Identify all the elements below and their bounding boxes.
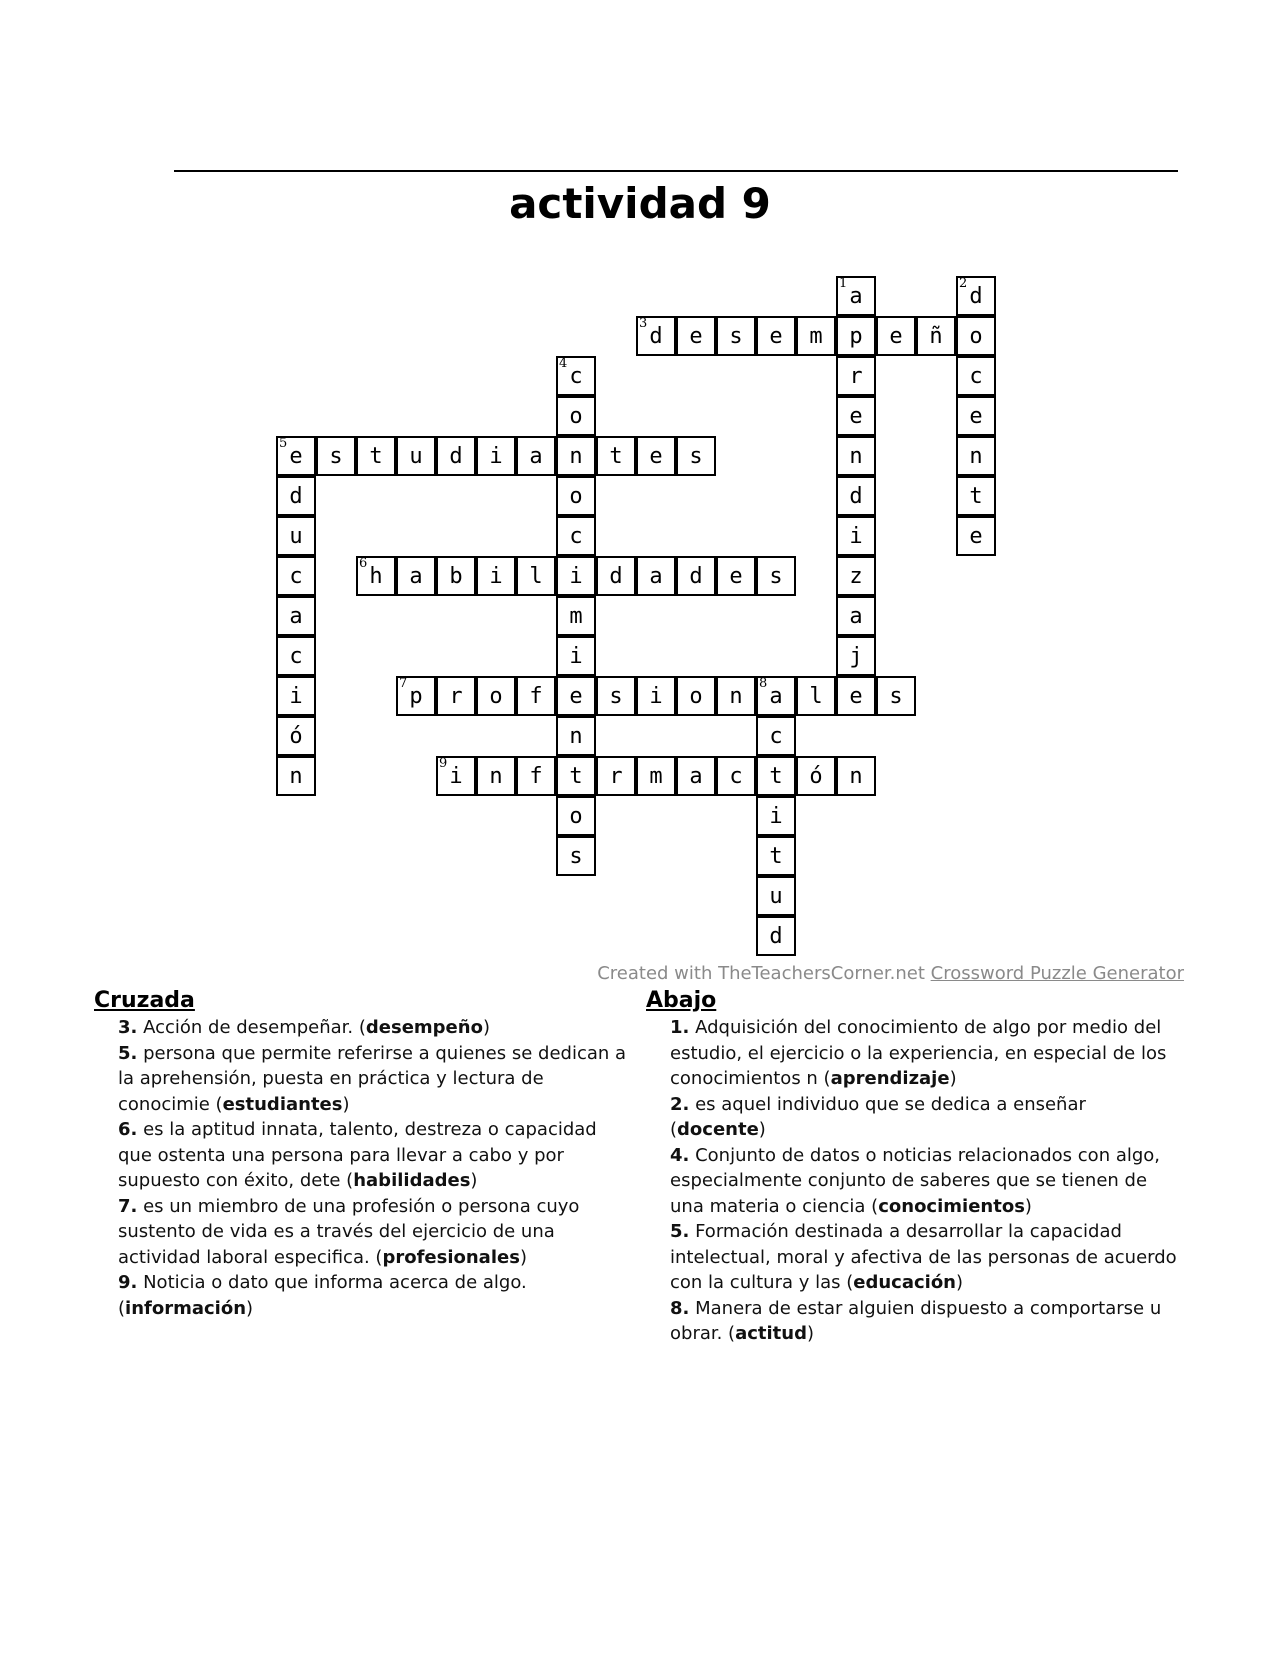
clue-number: 3.: [118, 1017, 138, 1038]
clue-number: 4: [559, 356, 568, 371]
crossword-letter: a: [529, 443, 543, 469]
crossword-cell: [476, 436, 516, 476]
clue-close: ): [956, 1272, 964, 1293]
crossword-cell: [956, 476, 996, 516]
crossword-letter: i: [849, 523, 863, 549]
crossword-letter: e: [729, 563, 743, 589]
crossword-letter: d: [609, 563, 623, 589]
crossword-cell: [716, 316, 756, 356]
crossword-cell: [516, 436, 556, 476]
crossword-letter: c: [769, 723, 783, 749]
crossword-cell: [396, 556, 436, 596]
crossword-letter: m: [809, 323, 823, 349]
clue-text: es aquel individuo que se dedica a enseñar (: [670, 1093, 1086, 1140]
clue-number: 6.: [118, 1119, 138, 1140]
crossword-letter: m: [569, 603, 583, 629]
crossword-cell: [276, 556, 316, 596]
crossword-letter: f: [529, 683, 543, 709]
crossword-letter: l: [809, 683, 823, 709]
clue-number: 5: [279, 436, 288, 451]
crossword-letter: t: [609, 443, 623, 469]
crossword-letter: ó: [289, 723, 303, 749]
clue-number: 5.: [670, 1221, 690, 1242]
page-title: actividad 9: [509, 179, 771, 228]
clue-answer: actitud: [735, 1323, 807, 1344]
crossword-letter: i: [569, 563, 583, 589]
crossword-cell: [876, 676, 916, 716]
crossword-letter: r: [449, 683, 463, 709]
clue-number: 4.: [670, 1144, 690, 1166]
crossword-cell: [676, 756, 716, 796]
clue-close: ): [470, 1170, 478, 1191]
crossword-letter: o: [969, 323, 983, 349]
crossword-cell: [556, 516, 596, 556]
crossword-letter: c: [569, 363, 583, 389]
crossword-cell: [716, 676, 756, 716]
crossword-cell: [436, 676, 476, 716]
crossword-cell: [356, 436, 396, 476]
crossword-letter: i: [569, 643, 583, 669]
crossword-letter: a: [689, 763, 703, 789]
crossword-cell: [956, 276, 996, 316]
crossword-cell: [556, 556, 596, 596]
crossword-letter: e: [689, 323, 703, 349]
crossword-cell: [436, 556, 476, 596]
down-heading: Abajo: [646, 988, 717, 1013]
across-clue: [118, 1270, 634, 1321]
crossword-cell: [956, 316, 996, 356]
crossword-cell: [836, 676, 876, 716]
crossword-cell: [796, 316, 836, 356]
crossword-cell: [476, 676, 516, 716]
crossword-cell: [716, 756, 756, 796]
crossword-cell: [636, 436, 676, 476]
clue-answer: desempeño: [365, 1017, 483, 1038]
crossword-letter: s: [889, 683, 903, 709]
crossword-cell: [516, 676, 556, 716]
crossword-cell: [836, 596, 876, 636]
crossword-cell: [476, 756, 516, 796]
crossword-cell: [556, 676, 596, 716]
crossword-cell: [396, 436, 436, 476]
crossword-letter: l: [529, 563, 543, 589]
crossword-cell: [756, 876, 796, 916]
clue-text: persona que permite referirse a quienes se dedican a la aprehensión, puesta en práctica y lectura de conocimie (: [118, 1042, 627, 1115]
crossword-cell: [956, 516, 996, 556]
crossword-cell: [676, 436, 716, 476]
down-clue: [670, 1015, 1186, 1092]
crossword-letter: d: [689, 563, 703, 589]
crossword-letter: s: [689, 443, 703, 469]
crossword-letter: u: [769, 883, 783, 909]
crossword-cell: [556, 356, 596, 396]
clue-answer: información: [125, 1297, 247, 1319]
clue-answer: educación: [853, 1272, 956, 1293]
crossword-letter: e: [969, 403, 983, 429]
crossword-cell: [836, 316, 876, 356]
crossword-cell: [756, 316, 796, 356]
down-clue: [670, 1296, 1186, 1347]
crossword-letter: b: [449, 563, 463, 589]
crossword-letter: p: [409, 683, 423, 709]
crossword-cell: [276, 716, 316, 756]
crossword-cell: [876, 316, 916, 356]
across-clue: [118, 1041, 634, 1118]
crossword-letter: o: [569, 403, 583, 429]
clue-text: es la aptitud innata, talento, destreza o capacidad que ostenta una persona para llevar a cabo y por supuesto con éxito, dete (: [118, 1119, 597, 1191]
crossword-cell: [436, 756, 476, 796]
crossword-letter: e: [649, 443, 663, 469]
crossword-letter: a: [849, 603, 863, 629]
crossword-cell: [836, 476, 876, 516]
clue-answer: conocimientos: [878, 1195, 1025, 1217]
clue-number: 2.: [670, 1093, 690, 1115]
crossword-cell: [556, 596, 596, 636]
clue-close: ): [1024, 1195, 1032, 1217]
clue-text: es un miembro de una profesión o persona cuyo sustento de vida es a través del ejercicio de una actividad laboral especifica. (: [118, 1195, 580, 1268]
crossword-cell: [556, 836, 596, 876]
down-clue: [670, 1092, 1186, 1143]
crossword-letter: o: [489, 683, 503, 709]
across-clue-list: [94, 1015, 634, 1321]
crossword-letter: t: [969, 483, 983, 509]
crossword-letter: j: [849, 643, 863, 669]
crossword-letter: e: [849, 683, 863, 709]
crossword-cell: [636, 756, 676, 796]
crossword-cell: [956, 356, 996, 396]
crossword-cell: [276, 436, 316, 476]
crossword-letter: d: [449, 443, 463, 469]
crossword-cell: [756, 556, 796, 596]
crossword-letter: h: [369, 563, 383, 589]
crossword-cell: [756, 676, 796, 716]
crossword-letter: n: [569, 723, 583, 749]
down-clue-list: [646, 1015, 1186, 1347]
clue-number: 5.: [118, 1042, 138, 1064]
crossword-cell: [676, 676, 716, 716]
crossword-cell: [556, 756, 596, 796]
clue-text: Formación destinada a desarrollar la capacidad intelectual, moral y afectiva de las personas de acuerdo con la cultura y las (: [670, 1221, 1177, 1293]
crossword-cell: [836, 356, 876, 396]
crossword-cell: [596, 756, 636, 796]
crossword-letter: n: [489, 763, 503, 789]
crossword-letter: i: [649, 683, 663, 709]
crossword-cell: [556, 636, 596, 676]
clue-close: ): [807, 1323, 815, 1344]
crossword-cell: [276, 756, 316, 796]
crossword-cell: [836, 516, 876, 556]
clue-number: 8.: [670, 1297, 690, 1319]
crossword-cell: [836, 396, 876, 436]
clue-number: 1.: [670, 1017, 690, 1038]
crossword-letter: i: [489, 443, 503, 469]
clue-number: 9.: [118, 1272, 138, 1293]
crossword-cell: [836, 556, 876, 596]
crossword-cell: [796, 676, 836, 716]
crossword-letter: e: [569, 683, 583, 709]
crossword-cell: [276, 596, 316, 636]
crossword-letter: e: [849, 403, 863, 429]
crossword-cell: [516, 556, 556, 596]
crossword-cell: [436, 436, 476, 476]
crossword-letter: ñ: [929, 323, 943, 349]
crossword-cell: [676, 556, 716, 596]
crossword-cell: [756, 756, 796, 796]
down-clues: [646, 987, 1186, 1347]
clue-number: 2: [959, 276, 968, 291]
crossword-letter: r: [849, 363, 863, 389]
crossword-cell: [556, 436, 596, 476]
crossword-cell: [276, 636, 316, 676]
crossword-cell: [756, 716, 796, 756]
crossword-letter: e: [289, 443, 303, 469]
crossword-cell: [756, 836, 796, 876]
crossword-letter: n: [569, 443, 583, 469]
crossword-cell: [476, 556, 516, 596]
across-clues: [94, 987, 634, 1321]
crossword-cell: [556, 476, 596, 516]
clue-close: ): [758, 1119, 766, 1140]
clue-text: Conjunto de datos o noticias relacionados con algo, especialmente conjunto de saberes que se tienen de una materia o ciencia (: [670, 1144, 1161, 1217]
crossword-cell: [356, 556, 396, 596]
across-clue: [118, 1194, 634, 1271]
crossword-cell: [276, 676, 316, 716]
crossword-letter: m: [649, 763, 663, 789]
crossword-letter: c: [569, 523, 583, 549]
crossword-letter: r: [609, 763, 623, 789]
crossword-letter: n: [289, 763, 303, 789]
crossword-cell: [396, 676, 436, 716]
across-heading: Cruzada: [94, 988, 195, 1013]
crossword-letter: c: [289, 563, 303, 589]
clue-text: Manera de estar alguien dispuesto a comportarse u obrar. (: [670, 1297, 1162, 1344]
crossword-cell: [316, 436, 356, 476]
clue-close: ): [342, 1093, 350, 1115]
crossword-cell: [276, 516, 316, 556]
clue-close: ): [482, 1017, 490, 1038]
crossword-letter: e: [769, 323, 783, 349]
crossword-cell: [636, 676, 676, 716]
crossword-letter: t: [569, 763, 583, 789]
crossword-letter: c: [729, 763, 743, 789]
crossword-letter: i: [289, 683, 303, 709]
crossword-cell: [716, 556, 756, 596]
crossword-letter: t: [769, 763, 783, 789]
clue-text: Acción de desempeñar. (: [137, 1017, 366, 1038]
crossword-letter: s: [329, 443, 343, 469]
crossword-cell: [756, 796, 796, 836]
clue-answer: habilidades: [353, 1170, 471, 1191]
crossword-letter: u: [409, 443, 423, 469]
crossword-letter: n: [849, 443, 863, 469]
crossword-cell: [516, 756, 556, 796]
crossword-letter: s: [729, 323, 743, 349]
crossword-cell: [596, 556, 636, 596]
crossword-cell: [756, 916, 796, 956]
crossword-letter: s: [769, 563, 783, 589]
across-clue: [118, 1117, 634, 1194]
credit-line: [597, 963, 1184, 984]
crossword-letter: a: [409, 563, 423, 589]
crossword-letter: a: [649, 563, 663, 589]
crossword-letter: a: [769, 683, 783, 709]
crossword-letter: f: [529, 763, 543, 789]
clue-answer: docente: [677, 1119, 759, 1140]
crossword-letter: n: [849, 763, 863, 789]
crossword-letter: o: [569, 803, 583, 829]
crossword-cell: [556, 396, 596, 436]
crossword-letter: c: [969, 363, 983, 389]
down-clue: [670, 1219, 1186, 1296]
crossword-cell: [956, 396, 996, 436]
crossword-letter: t: [769, 843, 783, 869]
clue-close: ): [949, 1068, 957, 1089]
crossword-letter: i: [769, 803, 783, 829]
clue-close: ): [519, 1246, 527, 1268]
clue-answer: profesionales: [382, 1246, 520, 1268]
clue-text: Noticia o dato que informa acerca de algo. (: [118, 1272, 527, 1319]
crossword-letter: n: [969, 443, 983, 469]
crossword-letter: s: [569, 843, 583, 869]
crossword-cell: [636, 316, 676, 356]
crossword-letter: e: [889, 323, 903, 349]
crossword-letter: d: [769, 923, 783, 949]
crossword-letter: ó: [809, 763, 823, 789]
crossword-letter: u: [289, 523, 303, 549]
clue-number: 6: [359, 556, 368, 571]
crossword-cell: [636, 556, 676, 596]
crossword-letter: n: [729, 683, 743, 709]
crossword-letter: d: [969, 283, 983, 309]
clue-number: 8: [759, 676, 768, 691]
clue-text: Adquisición del conocimiento de algo por medio del estudio, el ejercicio o la experiencia, en especial de los conocimientos n (: [670, 1017, 1167, 1089]
crossword-letter: s: [609, 683, 623, 709]
crossword-letter: o: [569, 483, 583, 509]
crossword-letter: d: [849, 483, 863, 509]
crossword-letter: a: [849, 283, 863, 309]
crossword-cell: [836, 436, 876, 476]
crossword-letter: d: [649, 323, 663, 349]
crossword-cell: [596, 676, 636, 716]
crossword-cell: [916, 316, 956, 356]
crossword-cell: [836, 276, 876, 316]
generator-link[interactable]: Crossword Puzzle Generator: [930, 963, 1184, 984]
crossword-letter: i: [489, 563, 503, 589]
crossword-letter: o: [689, 683, 703, 709]
crossword-letter: p: [849, 323, 863, 349]
credit-text: Created with TheTeachersCorner.net: [597, 963, 925, 984]
clue-number: 9: [439, 756, 448, 771]
crossword-letter: t: [369, 443, 383, 469]
clue-number: 1: [839, 276, 848, 291]
crossword-cell: [676, 316, 716, 356]
crossword-cell: [836, 756, 876, 796]
clue-close: ): [246, 1297, 254, 1319]
crossword-cell: [796, 756, 836, 796]
clue-number: 7: [399, 676, 408, 691]
crossword-cell: [276, 476, 316, 516]
down-clue: [670, 1143, 1186, 1220]
crossword-letter: z: [849, 563, 863, 589]
crossword-letter: c: [289, 643, 303, 669]
crossword-letter: a: [289, 603, 303, 629]
crossword-cell: [596, 436, 636, 476]
crossword-cell: [956, 436, 996, 476]
crossword-letter: i: [449, 763, 463, 789]
crossword-letter: e: [969, 523, 983, 549]
clue-number: 7.: [118, 1195, 138, 1217]
crossword-cell: [836, 636, 876, 676]
crossword-cell: [556, 716, 596, 756]
crossword-letter: d: [289, 483, 303, 509]
clue-answer: estudiantes: [222, 1093, 343, 1115]
clue-answer: aprendizaje: [830, 1068, 950, 1089]
crossword-cell: [556, 796, 596, 836]
across-clue: [118, 1015, 634, 1041]
clue-number: 3: [639, 316, 648, 331]
